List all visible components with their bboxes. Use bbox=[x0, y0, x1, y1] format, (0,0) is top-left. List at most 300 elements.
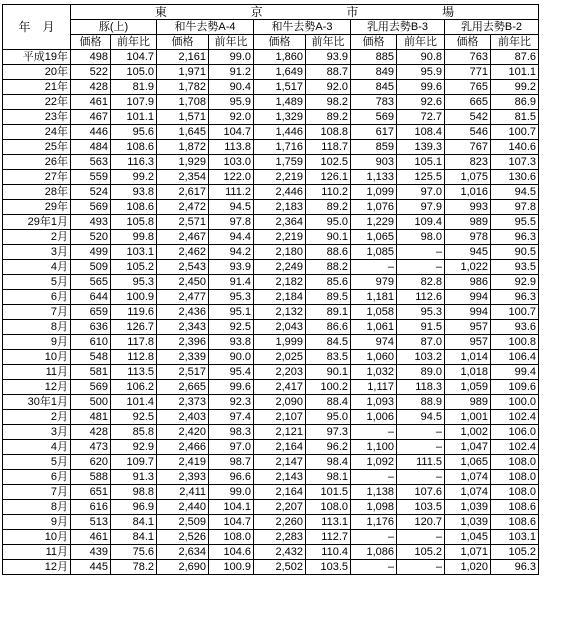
yoy-cell: 97.9 bbox=[397, 200, 445, 215]
yoy-cell: 102.5 bbox=[306, 155, 351, 170]
yoy-cell: 97.0 bbox=[209, 440, 254, 455]
price-cell: 2,419 bbox=[157, 455, 209, 470]
price-cell: 2,203 bbox=[254, 365, 306, 380]
yoy-cell: 104.7 bbox=[209, 515, 254, 530]
yoy-cell: 96.3 bbox=[491, 290, 539, 305]
price-cell: 2,420 bbox=[157, 425, 209, 440]
price-cell: 500 bbox=[71, 395, 111, 410]
yoy-cell: 94.5 bbox=[397, 410, 445, 425]
yoy-cell: 95.9 bbox=[209, 95, 254, 110]
yoy-cell: 104.1 bbox=[209, 500, 254, 515]
price-cell: 563 bbox=[71, 155, 111, 170]
price-cell: 2,472 bbox=[157, 200, 209, 215]
price-column-header: 価格 bbox=[445, 35, 491, 50]
yoy-cell: 100.7 bbox=[491, 125, 539, 140]
price-cell: 1,060 bbox=[351, 350, 397, 365]
yoy-cell: 103.0 bbox=[209, 155, 254, 170]
yoy-column-header: 前年比 bbox=[209, 35, 254, 50]
yoy-cell: 89.1 bbox=[306, 305, 351, 320]
yoy-cell: 90.0 bbox=[209, 350, 254, 365]
yoy-cell: 92.9 bbox=[491, 275, 539, 290]
price-cell: 616 bbox=[71, 500, 111, 515]
yoy-cell: 97.0 bbox=[397, 185, 445, 200]
yoy-cell: 92.3 bbox=[209, 395, 254, 410]
price-cell: – bbox=[351, 470, 397, 485]
table-row bbox=[3, 470, 539, 485]
row-label: 4月 bbox=[3, 440, 71, 455]
price-cell: 986 bbox=[445, 275, 491, 290]
price-cell: 2,396 bbox=[157, 335, 209, 350]
yoy-cell: 101.1 bbox=[491, 65, 539, 80]
yoy-cell: 113.5 bbox=[111, 365, 157, 380]
yoy-cell: 89.0 bbox=[397, 365, 445, 380]
price-cell: 651 bbox=[71, 485, 111, 500]
table-row bbox=[3, 320, 539, 335]
yoy-cell: 113.1 bbox=[306, 515, 351, 530]
yoy-cell: 96.3 bbox=[491, 230, 539, 245]
price-cell: 2,143 bbox=[254, 470, 306, 485]
price-cell: 610 bbox=[71, 335, 111, 350]
price-cell: 845 bbox=[351, 80, 397, 95]
price-cell: 1,117 bbox=[351, 380, 397, 395]
price-column-header: 価格 bbox=[254, 35, 306, 50]
yoy-cell: 87.0 bbox=[397, 335, 445, 350]
yoy-cell: 103.1 bbox=[111, 245, 157, 260]
price-cell: 2,164 bbox=[254, 485, 306, 500]
yoy-cell: 110.2 bbox=[306, 185, 351, 200]
row-label: 10月 bbox=[3, 530, 71, 545]
yoy-cell: 96.9 bbox=[111, 500, 157, 515]
row-label: 7月 bbox=[3, 485, 71, 500]
price-cell: 1,929 bbox=[157, 155, 209, 170]
price-cell: 2,517 bbox=[157, 365, 209, 380]
price-cell: 2,462 bbox=[157, 245, 209, 260]
price-cell: 2,571 bbox=[157, 215, 209, 230]
table-row bbox=[3, 395, 539, 410]
yoy-cell: 91.2 bbox=[209, 65, 254, 80]
yoy-cell: 106.0 bbox=[491, 425, 539, 440]
row-label: 23年 bbox=[3, 110, 71, 125]
price-cell: 461 bbox=[71, 95, 111, 110]
yoy-cell: 93.8 bbox=[111, 185, 157, 200]
yoy-cell: 101.5 bbox=[306, 485, 351, 500]
yoy-cell: 72.7 bbox=[397, 110, 445, 125]
yoy-cell: 90.5 bbox=[491, 245, 539, 260]
price-cell: 1,075 bbox=[445, 170, 491, 185]
yoy-cell: 98.7 bbox=[209, 455, 254, 470]
yoy-cell: 105.2 bbox=[491, 545, 539, 560]
yoy-cell: 86.6 bbox=[306, 320, 351, 335]
price-cell: 903 bbox=[351, 155, 397, 170]
price-cell: 467 bbox=[71, 110, 111, 125]
price-cell: 763 bbox=[445, 50, 491, 65]
yoy-cell: 85.6 bbox=[306, 275, 351, 290]
yoy-cell: 81.5 bbox=[491, 110, 539, 125]
yoy-cell: 95.6 bbox=[111, 125, 157, 140]
price-cell: 2,219 bbox=[254, 230, 306, 245]
price-cell: 1,061 bbox=[351, 320, 397, 335]
yoy-cell: 99.8 bbox=[111, 230, 157, 245]
yoy-cell: 99.4 bbox=[491, 365, 539, 380]
yoy-cell: 98.1 bbox=[306, 470, 351, 485]
yoy-cell: 126.1 bbox=[306, 170, 351, 185]
yoy-column-header: 前年比 bbox=[306, 35, 351, 50]
row-label: 20年 bbox=[3, 65, 71, 80]
yoy-cell: 97.8 bbox=[209, 215, 254, 230]
row-label: 11月 bbox=[3, 365, 71, 380]
yoy-cell: 84.1 bbox=[111, 515, 157, 530]
market-title-char: 京 bbox=[250, 4, 263, 19]
yoy-cell: 96.3 bbox=[491, 560, 539, 575]
yoy-cell: 119.6 bbox=[111, 305, 157, 320]
price-cell: 1,517 bbox=[254, 80, 306, 95]
yoy-cell: 101.4 bbox=[111, 395, 157, 410]
yoy-cell: 103.5 bbox=[306, 560, 351, 575]
price-cell: 1,032 bbox=[351, 365, 397, 380]
yoy-cell: 97.3 bbox=[306, 425, 351, 440]
table-row bbox=[3, 500, 539, 515]
price-cell: 498 bbox=[71, 50, 111, 65]
yoy-cell: 113.8 bbox=[209, 140, 254, 155]
yoy-cell: 96.6 bbox=[209, 470, 254, 485]
price-cell: 2,467 bbox=[157, 230, 209, 245]
price-cell: 2,446 bbox=[254, 185, 306, 200]
price-cell: 2,025 bbox=[254, 350, 306, 365]
price-cell: 1,708 bbox=[157, 95, 209, 110]
price-cell: 1,759 bbox=[254, 155, 306, 170]
yoy-cell: 118.7 bbox=[306, 140, 351, 155]
price-cell: 2,432 bbox=[254, 545, 306, 560]
row-label: 9月 bbox=[3, 335, 71, 350]
row-label: 9月 bbox=[3, 515, 71, 530]
price-cell: 1,002 bbox=[445, 425, 491, 440]
price-cell: 2,354 bbox=[157, 170, 209, 185]
yoy-cell: 95.3 bbox=[397, 305, 445, 320]
category-header-pork: 豚(上) bbox=[71, 20, 157, 35]
price-cell: 1,176 bbox=[351, 515, 397, 530]
yoy-cell: 94.5 bbox=[491, 185, 539, 200]
table-row bbox=[3, 485, 539, 500]
row-label: 25年 bbox=[3, 140, 71, 155]
row-label: 4月 bbox=[3, 260, 71, 275]
price-cell: 1,047 bbox=[445, 440, 491, 455]
table-row bbox=[3, 65, 539, 80]
yoy-cell: 104.7 bbox=[209, 125, 254, 140]
yoy-cell: 130.6 bbox=[491, 170, 539, 185]
price-cell: 665 bbox=[445, 95, 491, 110]
yoy-cell: 78.2 bbox=[111, 560, 157, 575]
row-label: 7月 bbox=[3, 305, 71, 320]
price-cell: 2,690 bbox=[157, 560, 209, 575]
yoy-cell: 111.5 bbox=[397, 455, 445, 470]
price-cell: 1,022 bbox=[445, 260, 491, 275]
price-cell: 2,502 bbox=[254, 560, 306, 575]
table-row bbox=[3, 125, 539, 140]
table-row bbox=[3, 80, 539, 95]
yoy-cell: 102.4 bbox=[491, 410, 539, 425]
price-cell: 2,219 bbox=[254, 170, 306, 185]
price-cell: 636 bbox=[71, 320, 111, 335]
price-cell: – bbox=[351, 425, 397, 440]
yoy-cell: 105.2 bbox=[397, 545, 445, 560]
yoy-cell: 109.7 bbox=[111, 455, 157, 470]
price-cell: 989 bbox=[445, 215, 491, 230]
yoy-cell: 93.5 bbox=[491, 260, 539, 275]
row-label: 12月 bbox=[3, 560, 71, 575]
yoy-cell: 108.6 bbox=[491, 515, 539, 530]
yoy-cell: 108.6 bbox=[491, 500, 539, 515]
yoy-cell: 106.2 bbox=[111, 380, 157, 395]
price-cell: 994 bbox=[445, 290, 491, 305]
price-cell: 1,782 bbox=[157, 80, 209, 95]
price-cell: 2,440 bbox=[157, 500, 209, 515]
table-row bbox=[3, 155, 539, 170]
yoy-cell: 107.9 bbox=[111, 95, 157, 110]
table-row bbox=[3, 425, 539, 440]
yoy-cell: 100.8 bbox=[491, 335, 539, 350]
yoy-cell: 105.2 bbox=[111, 260, 157, 275]
price-cell: 2,183 bbox=[254, 200, 306, 215]
price-cell: 2,164 bbox=[254, 440, 306, 455]
table-row bbox=[3, 305, 539, 320]
year-month-header: 年 月 bbox=[3, 5, 71, 50]
yoy-cell: 96.2 bbox=[306, 440, 351, 455]
price-cell: 659 bbox=[71, 305, 111, 320]
row-label: 10月 bbox=[3, 350, 71, 365]
yoy-cell: 98.3 bbox=[209, 425, 254, 440]
yoy-cell: 99.0 bbox=[209, 485, 254, 500]
price-cell: 1,138 bbox=[351, 485, 397, 500]
row-label: 12月 bbox=[3, 380, 71, 395]
price-cell: 1,099 bbox=[351, 185, 397, 200]
row-label: 29年1月 bbox=[3, 215, 71, 230]
table-row bbox=[3, 290, 539, 305]
yoy-cell: 91.3 bbox=[111, 470, 157, 485]
yoy-cell: 91.5 bbox=[397, 320, 445, 335]
price-cell: 445 bbox=[71, 560, 111, 575]
yoy-cell: 88.2 bbox=[306, 260, 351, 275]
table-row bbox=[3, 185, 539, 200]
row-label: 3月 bbox=[3, 425, 71, 440]
price-cell: 2,283 bbox=[254, 530, 306, 545]
row-label: 6月 bbox=[3, 290, 71, 305]
price-cell: 2,161 bbox=[157, 50, 209, 65]
price-cell: 1,059 bbox=[445, 380, 491, 395]
price-cell: 1,645 bbox=[157, 125, 209, 140]
price-cell: 1,039 bbox=[445, 515, 491, 530]
row-label: 2月 bbox=[3, 410, 71, 425]
yoy-cell: 105.0 bbox=[111, 65, 157, 80]
row-label: 5月 bbox=[3, 455, 71, 470]
yoy-cell: 90.4 bbox=[209, 80, 254, 95]
row-label: 22年 bbox=[3, 95, 71, 110]
yoy-cell: 99.2 bbox=[111, 170, 157, 185]
yoy-cell: 110.4 bbox=[306, 545, 351, 560]
table-row bbox=[3, 530, 539, 545]
price-cell: 945 bbox=[445, 245, 491, 260]
yoy-cell: 95.1 bbox=[209, 305, 254, 320]
price-cell: 569 bbox=[71, 380, 111, 395]
price-cell: 989 bbox=[445, 395, 491, 410]
price-cell: 2,043 bbox=[254, 320, 306, 335]
price-cell: 2,207 bbox=[254, 500, 306, 515]
yoy-column-header: 前年比 bbox=[111, 35, 157, 50]
table-row bbox=[3, 200, 539, 215]
yoy-cell: 122.0 bbox=[209, 170, 254, 185]
price-cell: – bbox=[351, 260, 397, 275]
yoy-cell: 95.4 bbox=[209, 365, 254, 380]
yoy-cell: 108.0 bbox=[491, 455, 539, 470]
yoy-cell: 94.2 bbox=[209, 245, 254, 260]
yoy-cell: 108.4 bbox=[397, 125, 445, 140]
yoy-cell: 120.7 bbox=[397, 515, 445, 530]
table-row bbox=[3, 275, 539, 290]
yoy-cell: 108.0 bbox=[209, 530, 254, 545]
yoy-cell: 95.3 bbox=[209, 290, 254, 305]
table-row bbox=[3, 380, 539, 395]
price-cell: 1,058 bbox=[351, 305, 397, 320]
yoy-cell: 118.3 bbox=[397, 380, 445, 395]
price-cell: 1,489 bbox=[254, 95, 306, 110]
price-cell: 484 bbox=[71, 140, 111, 155]
yoy-cell: 98.4 bbox=[306, 455, 351, 470]
yoy-cell: 98.0 bbox=[397, 230, 445, 245]
price-cell: 1,133 bbox=[351, 170, 397, 185]
price-cell: 2,182 bbox=[254, 275, 306, 290]
price-cell: 974 bbox=[351, 335, 397, 350]
yoy-cell: 100.2 bbox=[306, 380, 351, 395]
row-label: 21年 bbox=[3, 80, 71, 95]
price-cell: 2,260 bbox=[254, 515, 306, 530]
yoy-cell: 108.0 bbox=[306, 500, 351, 515]
yoy-cell: – bbox=[397, 245, 445, 260]
yoy-cell: 99.2 bbox=[491, 80, 539, 95]
yoy-cell: 91.4 bbox=[209, 275, 254, 290]
price-cell: 993 bbox=[445, 200, 491, 215]
row-label: 8月 bbox=[3, 320, 71, 335]
price-cell: 569 bbox=[351, 110, 397, 125]
price-cell: 1,006 bbox=[351, 410, 397, 425]
price-cell: 542 bbox=[445, 110, 491, 125]
price-cell: 2,132 bbox=[254, 305, 306, 320]
yoy-cell: 104.6 bbox=[209, 545, 254, 560]
yoy-column-header: 前年比 bbox=[397, 35, 445, 50]
yoy-cell: 95.0 bbox=[306, 410, 351, 425]
price-cell: 1,065 bbox=[445, 455, 491, 470]
price-column-header: 価格 bbox=[71, 35, 111, 50]
yoy-cell: 102.4 bbox=[491, 440, 539, 455]
yoy-cell: 111.2 bbox=[209, 185, 254, 200]
yoy-cell: 92.5 bbox=[111, 410, 157, 425]
price-cell: 513 bbox=[71, 515, 111, 530]
yoy-cell: 93.9 bbox=[306, 50, 351, 65]
price-cell: 1,181 bbox=[351, 290, 397, 305]
price-cell: 1,020 bbox=[445, 560, 491, 575]
row-label: 26年 bbox=[3, 155, 71, 170]
row-label: 平成19年 bbox=[3, 50, 71, 65]
yoy-cell: 117.8 bbox=[111, 335, 157, 350]
yoy-cell: 108.6 bbox=[111, 200, 157, 215]
subheader-row bbox=[3, 35, 539, 50]
price-cell: 1,229 bbox=[351, 215, 397, 230]
yoy-cell: 103.5 bbox=[397, 500, 445, 515]
yoy-cell: 90.8 bbox=[397, 50, 445, 65]
yoy-cell: 92.5 bbox=[209, 320, 254, 335]
price-cell: 617 bbox=[351, 125, 397, 140]
table-row bbox=[3, 95, 539, 110]
price-cell: 522 bbox=[71, 65, 111, 80]
yoy-cell: 104.7 bbox=[111, 50, 157, 65]
price-cell: 1,074 bbox=[445, 485, 491, 500]
yoy-cell: 103.1 bbox=[491, 530, 539, 545]
price-cell: 2,090 bbox=[254, 395, 306, 410]
price-cell: 767 bbox=[445, 140, 491, 155]
yoy-cell: 88.4 bbox=[306, 395, 351, 410]
yoy-cell: 109.6 bbox=[491, 380, 539, 395]
price-cell: 957 bbox=[445, 335, 491, 350]
price-cell: 957 bbox=[445, 320, 491, 335]
price-cell: 1,446 bbox=[254, 125, 306, 140]
yoy-cell: 112.8 bbox=[111, 350, 157, 365]
yoy-cell: 108.0 bbox=[491, 485, 539, 500]
price-cell: 1,100 bbox=[351, 440, 397, 455]
yoy-cell: 100.7 bbox=[491, 305, 539, 320]
price-cell: 2,107 bbox=[254, 410, 306, 425]
yoy-cell: 93.8 bbox=[209, 335, 254, 350]
price-cell: 885 bbox=[351, 50, 397, 65]
yoy-cell: 92.9 bbox=[111, 440, 157, 455]
price-cell: 461 bbox=[71, 530, 111, 545]
yoy-cell: 90.1 bbox=[306, 365, 351, 380]
yoy-cell: 112.7 bbox=[306, 530, 351, 545]
price-cell: 499 bbox=[71, 245, 111, 260]
price-cell: 771 bbox=[445, 65, 491, 80]
price-cell: 2,436 bbox=[157, 305, 209, 320]
price-cell: 1,016 bbox=[445, 185, 491, 200]
yoy-cell: 98.8 bbox=[111, 485, 157, 500]
row-label: 27年 bbox=[3, 170, 71, 185]
price-cell: 2,121 bbox=[254, 425, 306, 440]
table-row bbox=[3, 215, 539, 230]
yoy-cell: 100.9 bbox=[209, 560, 254, 575]
table-row bbox=[3, 455, 539, 470]
price-cell: 1,045 bbox=[445, 530, 491, 545]
price-cell: 473 bbox=[71, 440, 111, 455]
row-label: 30年1月 bbox=[3, 395, 71, 410]
yoy-cell: 88.6 bbox=[306, 245, 351, 260]
category-header-dairy-b3: 乳用去勢B-3 bbox=[351, 20, 445, 35]
yoy-cell: 99.6 bbox=[397, 80, 445, 95]
yoy-cell: 112.6 bbox=[397, 290, 445, 305]
price-cell: 849 bbox=[351, 65, 397, 80]
price-cell: 2,343 bbox=[157, 320, 209, 335]
price-cell: 1,085 bbox=[351, 245, 397, 260]
price-cell: 1,076 bbox=[351, 200, 397, 215]
market-title-char: 市 bbox=[346, 4, 359, 19]
price-cell: 1,093 bbox=[351, 395, 397, 410]
price-cell: 1,092 bbox=[351, 455, 397, 470]
price-cell: – bbox=[351, 530, 397, 545]
table-row bbox=[3, 515, 539, 530]
row-label: 24年 bbox=[3, 125, 71, 140]
price-cell: 823 bbox=[445, 155, 491, 170]
price-cell: 2,339 bbox=[157, 350, 209, 365]
row-label: 29年 bbox=[3, 200, 71, 215]
price-cell: 2,147 bbox=[254, 455, 306, 470]
row-label: 3月 bbox=[3, 245, 71, 260]
yoy-column-header: 前年比 bbox=[491, 35, 539, 50]
row-label: 5月 bbox=[3, 275, 71, 290]
